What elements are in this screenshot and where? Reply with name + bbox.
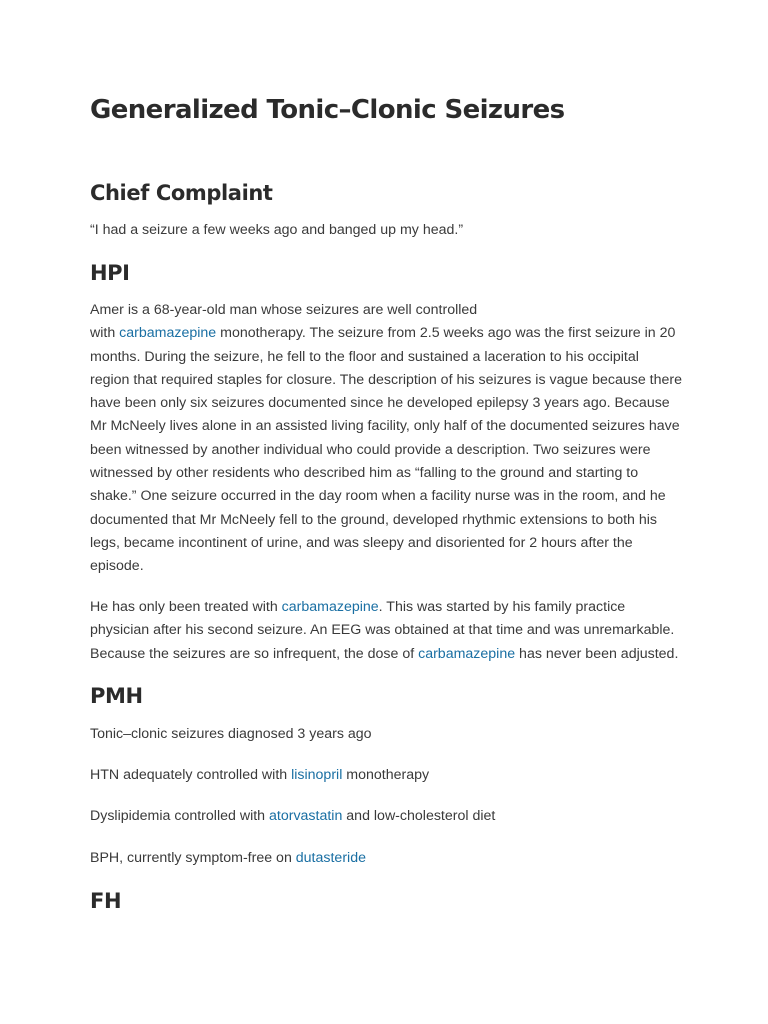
hpi-p1-intro: Amer is a 68-year-old man whose seizures are well controlled: [90, 302, 478, 318]
page-title: Generalized Tonic–Clonic Seizures: [90, 95, 565, 125]
carbamazepine-link[interactable]: carbamazepine: [418, 645, 516, 662]
hpi-paragraph-1: [90, 299, 682, 579]
pmh-item-dyslipidemia: [90, 805, 682, 828]
chief-complaint-quote: “I had a seizure a few weeks ago and banged up my head.”: [90, 222, 464, 238]
pmh-item-htn: [90, 764, 682, 787]
lisinopril-link[interactable]: lisinopril: [291, 767, 343, 783]
hpi-p2-text-b: . This was started by his family practice physician after his second seizure. An EEG was obtained at that time and was unremarkable. Because the seizures are so infrequent, the dose of: [90, 599, 675, 662]
dutasteride-link[interactable]: dutasteride: [295, 850, 366, 866]
pmh-dyslipidemia-text: Dyslipidemia controlled with: [90, 808, 269, 824]
hpi-heading: HPI: [90, 261, 130, 285]
pmh-item-seizures: Tonic–clonic seizures diagnosed 3 years ago: [90, 726, 372, 742]
hpi-p1-rest: monotherapy. The seizure from 2.5 weeks ago was the first seizure in 20 months. During the seizure, he fell to the floor and sustained a laceration to his occipital region that required staples for closure. The description of his seizures is vague because there have been only six seizures documented since he developed epilepsy 3 years ago. Because Mr McNeely lives alone in an assisted living facility, only half of the documented seizures have been witnessed by another individual who could provide a description. Two seizures were witnessed by other residents who described him as “falling to the ground and starting to shake.” One seizure occurred in the day room when a facility nurse was in the room, and he documented that Mr McNeely fell to the ground, developed rhythmic extensions to both his legs, became incontinent of urine, and was sleepy and disoriented for 2 hours after the episode.: [90, 325, 683, 575]
hpi-p2-text-c: has never been adjusted.: [515, 645, 679, 662]
pmh-heading: PMH: [90, 684, 143, 708]
carbamazepine-link[interactable]: carbamazepine: [281, 599, 379, 615]
fh-heading: FH: [90, 889, 122, 913]
hpi-p1-with: with: [90, 325, 120, 342]
chief-complaint-heading: Chief Complaint: [90, 181, 273, 205]
hpi-p2-text-a: He has only been treated with: [90, 599, 282, 615]
hpi-paragraph-2: [90, 596, 682, 666]
pmh-htn-suffix: monotherapy: [342, 767, 430, 783]
atorvastatin-link[interactable]: atorvastatin: [269, 808, 343, 824]
pmh-dyslipidemia-suffix: and low-cholesterol diet: [342, 808, 496, 824]
pmh-item-bph: [90, 847, 682, 870]
pmh-bph-text: BPH, currently symptom-free on: [90, 850, 296, 866]
pmh-htn-text: HTN adequately controlled with: [90, 767, 292, 783]
carbamazepine-link[interactable]: carbamazepine: [119, 325, 217, 342]
